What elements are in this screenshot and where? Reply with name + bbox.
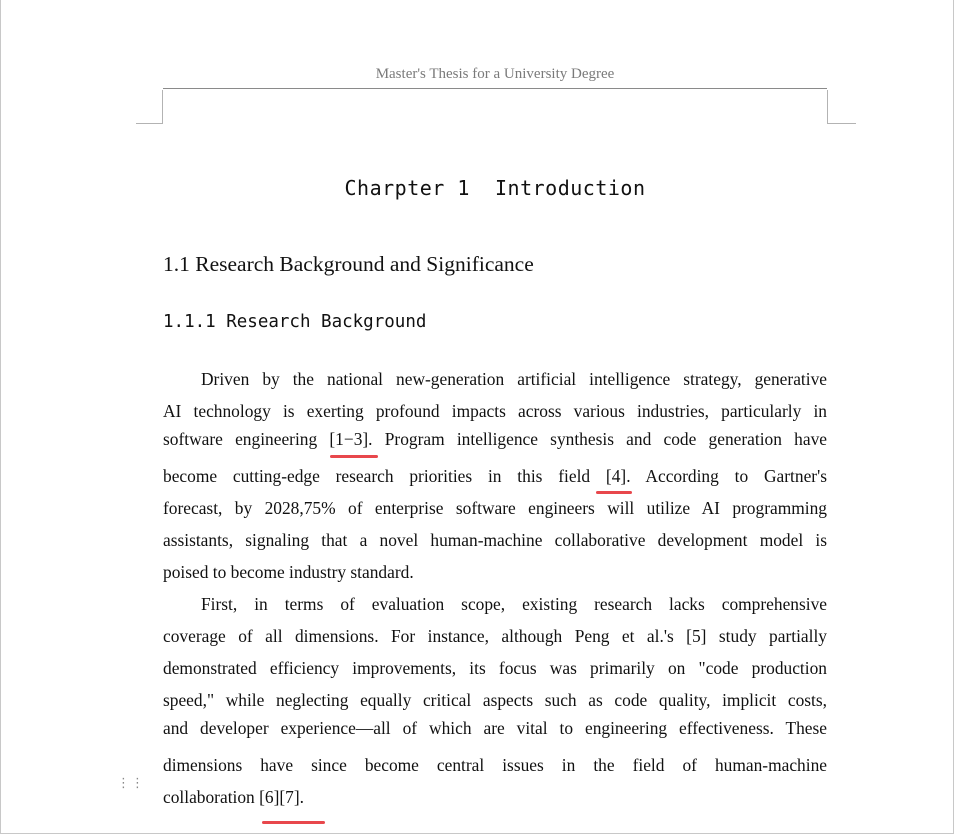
paragraph-line[interactable]: Driven by the national new-generation artificial intelligence strategy, generative xyxy=(201,369,827,389)
paragraph-line[interactable]: poised to become industry standard. xyxy=(163,562,414,582)
paragraph-line[interactable]: First, in terms of evaluation scope, existing research lacks comprehensive xyxy=(201,594,827,614)
citation-underline-6-7 xyxy=(262,821,325,824)
paragraph-line[interactable]: dimensions have since become central issues in the field of human-machine xyxy=(163,755,827,775)
paragraph-line[interactable]: AI technology is exerting profound impacts across various industries, particularly in xyxy=(163,401,827,421)
paragraph-line[interactable]: become cutting-edge research priorities in this field [4]. According to Gartner's xyxy=(163,466,827,486)
section-heading[interactable]: 1.1 Research Background and Significance xyxy=(163,252,534,276)
paragraph-line[interactable]: assistants, signaling that a novel human-machine collaborative development model is xyxy=(163,530,827,550)
paragraph-line[interactable]: forecast, by 2028,75% of enterprise software engineers will utilize AI programming xyxy=(163,498,827,518)
paragraph-line[interactable]: coverage of all dimensions. For instance, although Peng et al.'s [5] study partially xyxy=(163,626,827,646)
subsection-heading[interactable]: 1.1.1 Research Background xyxy=(163,312,427,332)
chapter-title[interactable]: Charpter 1 Introduction xyxy=(344,176,646,200)
paragraph-line[interactable]: collaboration [6][7]. xyxy=(163,787,305,807)
paragraph-line[interactable]: speed," while neglecting equally critical aspects such as code quality, implicit costs, xyxy=(163,690,827,710)
paragraph-line[interactable]: software engineering [1−3]. Program intelligence synthesis and code generation have xyxy=(163,429,827,449)
running-header: Master's Thesis for a University Degree xyxy=(375,66,615,82)
paragraph-line[interactable]: and developer experience—all of which are vital to engineering effectiveness. These xyxy=(163,718,827,738)
margin-corner-left xyxy=(136,90,163,124)
drag-handle-icon[interactable]: ⋮⋮ xyxy=(117,776,145,791)
header-rule xyxy=(163,88,827,89)
paragraph-line[interactable]: demonstrated efficiency improvements, its focus was primarily on "code production xyxy=(163,658,827,678)
citation-underline-1-3 xyxy=(330,455,378,458)
citation-underline-4 xyxy=(596,491,632,494)
margin-corner-right xyxy=(827,90,856,124)
